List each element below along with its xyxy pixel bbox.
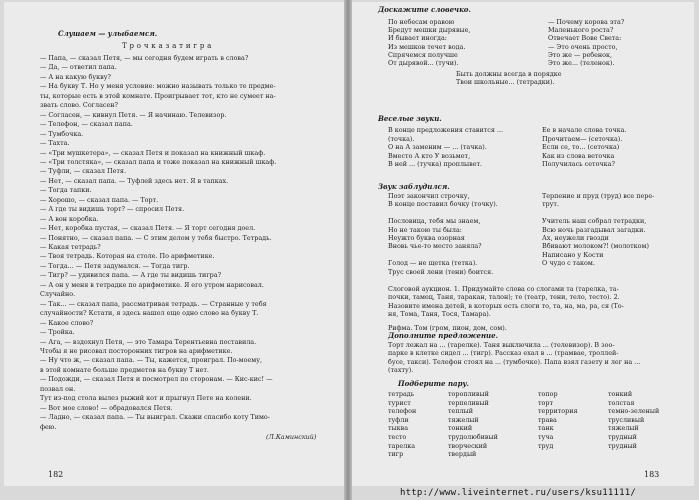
pair-word: торопливый	[448, 390, 489, 398]
left-lines-line: — Тогда тапки.	[40, 186, 92, 195]
poem-right-line: Отвечает Вовe Света:	[548, 34, 622, 43]
left-lines-line: — Телефон, — сказал папа.	[40, 120, 133, 129]
rhyme-line: Рифма. Том (гром, пион, дом, сом).	[388, 324, 507, 332]
left-lines-line: — Тройка.	[40, 328, 75, 337]
lost-left-line: Неужто буква озорная	[388, 234, 465, 242]
poem-center-line: Быть должны всегда в порядке	[456, 70, 562, 78]
complete-line: бусе, такси). Телефон стоял на ... (тумбочке). Папа взял газету и лег на ...	[388, 357, 641, 366]
lost-right-line: О чудо с таком.	[542, 259, 595, 268]
lost-right-line: трут.	[542, 200, 559, 209]
left-lines-line: — А вон коробка.	[40, 214, 99, 223]
left-lines-line: — Ну что ж, — сказал папа. — Ты, кажется, проиграл. По-моему,	[40, 356, 263, 365]
auction-line: ня, Тома, Таня, Тося, Тамара).	[388, 310, 491, 319]
left-lines-line: звать слово. Согласен?	[40, 101, 118, 110]
poem-left-line: Из мешков течет вода.	[388, 42, 466, 51]
left-lines-line: — Какая тетрадь?	[40, 243, 101, 251]
pair-word: терпеливый	[448, 398, 489, 407]
left-lines-line: в этой комнате больше предметов на букву Т нет.	[40, 365, 209, 374]
page-number-right: 183	[644, 470, 660, 479]
lost-right-line: Учитель наш собрал тетрадки,	[542, 217, 647, 226]
left-lines-line: — Тумбочка.	[40, 129, 84, 138]
pair-word: торт	[538, 398, 554, 407]
pair-word: тыква	[388, 424, 409, 433]
auction-line: почки, тамец, Таня, таракан, талон); те (театр, тени, тело, тесто). 2.	[388, 293, 620, 302]
left-lines-line: — А на какую букву?	[40, 72, 111, 81]
left-lines-line: — «Три мушкетера», — сказал Петя и показал на книжный шкаф.	[40, 148, 266, 157]
sound-left-line: (точка).	[388, 134, 415, 143]
sound-left-line: О на А заменим — ... (тачка).	[388, 143, 487, 152]
poem-right-line: Это же — ребенок,	[548, 50, 613, 59]
lost-left-line: Поэт закончил строчку,	[388, 192, 470, 200]
left-lines-line: — Тахта.	[40, 139, 70, 148]
left-lines-line: — Какое слово?	[40, 318, 94, 327]
poem-left-line: По небесам оравою	[388, 18, 455, 26]
poem-left-line: И бывает иногда:	[388, 34, 447, 43]
complete-line: (тахту).	[388, 366, 414, 375]
poem-left-line: Бредут мешки дырявые,	[388, 26, 471, 35]
sound-right-line: Получилась сеточка?	[542, 160, 615, 169]
sound-left-line: Вместо А кто У возьмет,	[388, 151, 471, 160]
pair-word: топор	[538, 390, 558, 398]
pair-word: телефон	[388, 407, 417, 416]
pair-word: тонкий	[608, 390, 633, 398]
watermark-url: http://www.liveinternet.ru/users/ksu11111/	[400, 488, 636, 498]
pair-word: тонкий	[448, 424, 473, 433]
left-lines-line: — Так... — сказал папа, рассматривая тетрадь. — Странные у тебя	[40, 299, 267, 308]
lost-left-line: В конце поставил бочку (точку).	[388, 200, 498, 209]
pair-word: труд	[538, 441, 554, 450]
left-lines-line: — Вот мое слово! — обрадовался Петя.	[40, 403, 173, 412]
pair-word: туча	[538, 433, 554, 441]
pair-word: толстая	[608, 398, 635, 407]
poem-right-line: Маленького роста?	[548, 26, 614, 35]
lost-right-line: Терпение и пруд (труд) все пере-	[542, 192, 655, 200]
left-lines-line: — На букву Т. Но у меня условие: можно называть только те предме-	[40, 82, 276, 91]
pair-word: турист	[388, 398, 411, 407]
left-lines-line: — Ага, — вздохнул Петя, — это Тамара Терентьевна поставила.	[40, 337, 257, 346]
sound-left-line: В ней ... (тучка) проплывет.	[388, 160, 483, 169]
pair-word: трава	[538, 415, 557, 424]
left-lines-line: — «Три толстяка», — сказал папа и тоже показал на книжный шкаф.	[40, 157, 277, 166]
pair-word: тесто	[388, 433, 407, 441]
poem-right-line: — Почему корова эта?	[548, 18, 625, 26]
section-heading: Слушаем — улыбаемся.	[58, 29, 158, 38]
lost-right-line: Всю ночь разгадывал загадки.	[542, 225, 646, 234]
poem-center-line: Твои школьные... (тетрадки).	[456, 78, 555, 87]
pair-word: творческий	[448, 441, 488, 450]
left-lines-line: — Папа, — сказал Петя, — мы сегодня будем играть в слова?	[40, 54, 249, 62]
story-title: Т р о ч к а з а т и г р а	[122, 42, 212, 50]
left-lines-line: Чтобы я не рисовал посторонних тигров на арифметике.	[40, 346, 233, 355]
left-lines-line: фею.	[40, 422, 57, 431]
left-lines-line: — Ладно, — сказал папа. — Ты выиграл. Скажи спасибо коту Тимо-	[40, 413, 270, 422]
poem-left-line: От дырявой... (тучи).	[388, 59, 459, 67]
right-page	[352, 2, 694, 486]
left-lines-line: — Нет, коробка пустая, — сказал Петя. — Я торт сегодня доел.	[40, 224, 256, 233]
left-lines-line: — Да, — ответил папа.	[40, 63, 117, 72]
sound-left-line: В конце предложения ставится ...	[388, 126, 504, 134]
left-lines-line: — Туфли, — сказал Петя.	[40, 167, 126, 176]
lost-right-line: Вбивают молоком?! (молотком)	[542, 242, 649, 251]
poem-left-line: Спрячемся получше	[388, 50, 458, 59]
left-lines-line: — Понятно, — сказал папа. — С этим делом у тебя быстро. Тетрадь.	[40, 233, 272, 242]
left-lines-line: — Тигр? — удивился папа. — А где ты видишь тигра?	[40, 271, 221, 280]
lost-right-line: Ах, неужели гвозди	[542, 234, 609, 242]
left-lines-line: Тут из-под стола вылез рыжий кот и прыгнул Пете на колени.	[40, 394, 252, 403]
left-lines-line: — А где ты видишь торт? — спросил Петя.	[40, 205, 185, 214]
pair-word: тетрадь	[388, 390, 415, 398]
page-number-left: 182	[48, 470, 64, 479]
pair-word: территория	[538, 407, 578, 416]
lost-left-line: Пословица, тебя мы знаем,	[388, 217, 481, 226]
left-lines-line: — Твоя тетрадь. Которая на столе. По арифметике.	[40, 252, 215, 261]
pair-word: тарелка	[388, 441, 416, 450]
pair-word: твердый	[448, 450, 477, 459]
book-gutter	[344, 0, 352, 500]
auction-line: Слоговой аукцион. 1. Придумайте слова со слогами та (тарелка, та-	[388, 285, 619, 293]
heading-podberite: Подберите пару.	[398, 379, 470, 388]
poem-right-line: Это же... (теленок).	[548, 59, 615, 67]
left-lines-line: — А он у меня в тетрадке по арифметике. Я его утром нарисовал.	[40, 280, 264, 289]
left-lines-line: — Подожди, — сказал Петя и посмотрел по сторонам. — Кис-кис! —	[40, 375, 273, 384]
lost-left-line: Трус своей лени (тени) боится.	[388, 267, 494, 276]
lost-left-line: Но не такою ты была:	[388, 225, 462, 234]
left-lines-line: — Согласен, — кивнул Петя. — Я начинаю. Телевизор.	[40, 110, 227, 119]
heading-doskazhite: Доскажите словечко.	[378, 5, 471, 14]
left-lines-line: Случайно.	[40, 290, 76, 299]
heading-zvuk-zabludilsya: Звук заблудился.	[378, 182, 450, 191]
pair-word: трудный	[608, 433, 637, 441]
auction-line: Назовите имена детей, в которых есть слоги то, та, на, ма, ра, ся (То-	[388, 301, 624, 310]
pair-word: тяжелый	[608, 424, 639, 433]
left-lines-line: — Нет, — сказал папа. — Туфлей здесь нет. Я в тапках.	[40, 176, 229, 185]
pair-word: туфли	[388, 415, 409, 424]
complete-line: парке в клетке сидел ... (тигр). Рассказ ехал в ... (трамвае, троллей-	[388, 349, 619, 358]
lost-left-line: Голод — не щетка (тетка).	[388, 259, 478, 268]
sound-right-line: Если се, то... (сеточка)	[542, 143, 620, 152]
pair-word: тигр	[388, 450, 404, 459]
left-page	[4, 2, 344, 486]
poem-right-line: — Это очень просто,	[548, 42, 618, 51]
left-lines-line: ты, которые есть в этой комнате. Проигрывает тот, кто не сумеет на-	[40, 91, 276, 100]
complete-line: Торт лежал на ... (тарелке). Таня выключила ... (телевизор). В зоо-	[388, 341, 615, 349]
left-lines-line: — Тогда... — Петя задумался. — Тогда тигр.	[40, 261, 190, 270]
heading-veselye-zvuki: Веселые звуки.	[378, 114, 442, 123]
sound-right-line: Ее в начале слова точка.	[542, 126, 627, 134]
pair-word: теплый	[448, 407, 473, 416]
sound-right-line: Как из слова веточка	[542, 151, 615, 160]
pair-word: темно-зеленый	[608, 407, 660, 416]
heading-dopolnite: Дополните предложение.	[388, 331, 499, 340]
pair-word: трусливый	[608, 415, 645, 424]
pair-word: трудный	[608, 441, 637, 450]
left-lines-line: позвал он.	[40, 384, 76, 393]
pair-word: тяжелый	[448, 415, 479, 424]
sound-right-line: Прочитаем— (сеточка).	[542, 134, 623, 143]
pair-word: трудолюбивый	[448, 433, 498, 441]
left-lines-line: — Хорошо, — сказал папа. — Торт.	[40, 195, 159, 204]
left-lines-line: случайности? Кстати, я здесь нашел еще одно слово на букву Т.	[40, 309, 259, 318]
author: (Л.Каминский)	[266, 433, 317, 441]
lost-right-line: Написано у Кости	[542, 250, 604, 259]
pair-word: танк	[538, 424, 554, 433]
lost-left-line: Вновь чье-то место заняла?	[388, 242, 482, 251]
